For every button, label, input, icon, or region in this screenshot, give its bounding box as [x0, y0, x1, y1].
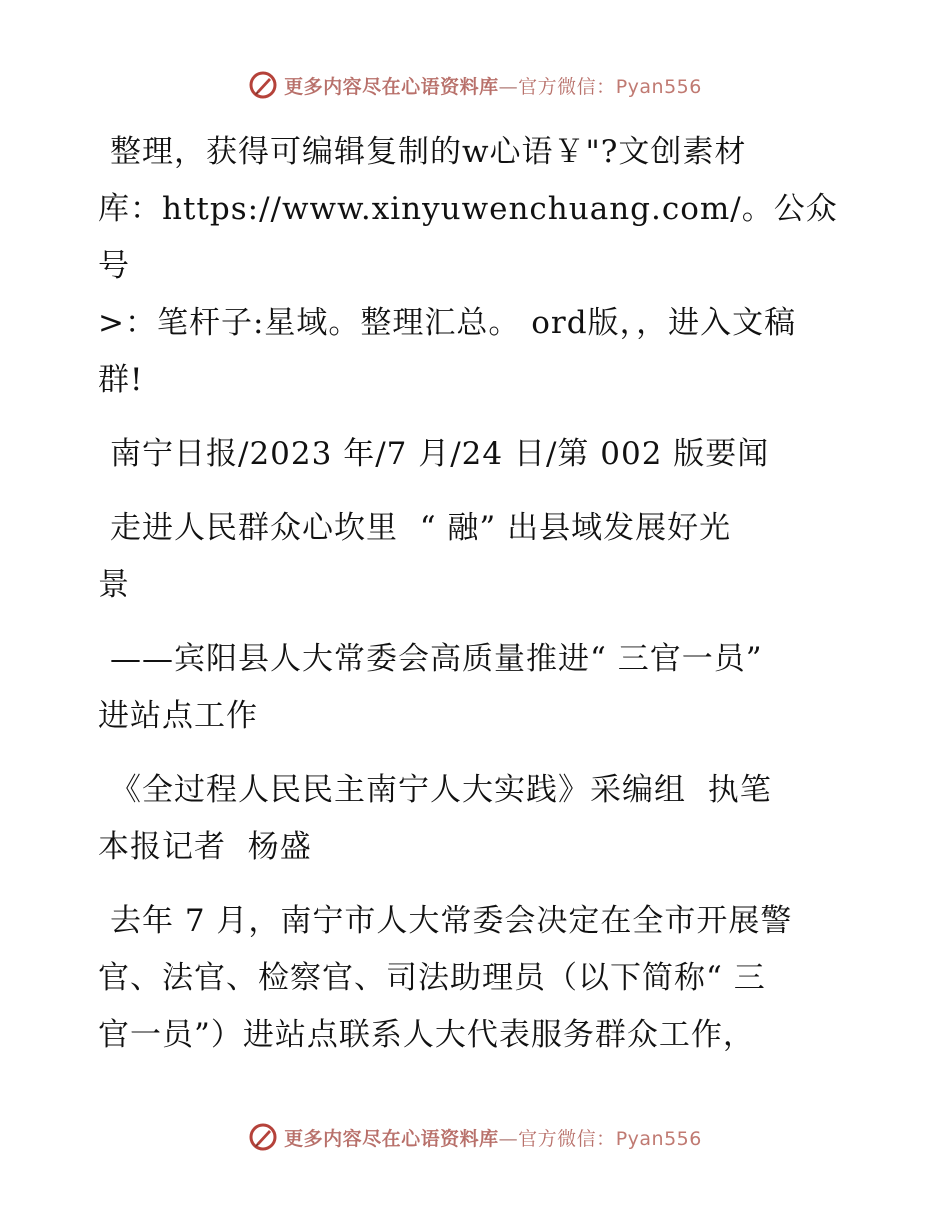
article-subtitle: ——宾阳县人大常委会高质量推进“ 三官一员” 进站点工作: [98, 641, 763, 734]
paragraph-source: 南宁日报/2023 年/7 月/24 日/第 002 版要闻: [110, 436, 770, 472]
footer-watermark: [0, 1122, 950, 1152]
article-title: 走进人民群众心坎里 “ 融” 出县域发展好光 景: [98, 510, 732, 603]
pen-logo-icon: [248, 70, 278, 100]
watermark-text: 更多内容尽在心语资料库—官方微信：Pyan556: [284, 75, 702, 98]
paragraph-body: 去年 7 月，南宁市人大常委会决定在全市开展警 官、法官、检察官、司法助理员（以下简称“ 三 官一员”）进站点联系人大代表服务群众工作，: [98, 903, 793, 1053]
paragraph: 整理，获得可编辑复制的w心语￥"?文创素材 库：https://www.xinyuwenchuang.com/。公众号 >：笔杆子:星域。整理汇总。 ord版，，进入文稿 群!: [98, 134, 838, 398]
document-body: [98, 124, 858, 1081]
article-byline: 《全过程人民民主南宁人大实践》采编组 执笔 本报记者 杨盛: [98, 772, 772, 865]
header-watermark: [0, 70, 950, 100]
watermark-text: 更多内容尽在心语资料库—官方微信：Pyan556: [284, 1127, 702, 1150]
pen-logo-icon: [248, 1122, 278, 1152]
